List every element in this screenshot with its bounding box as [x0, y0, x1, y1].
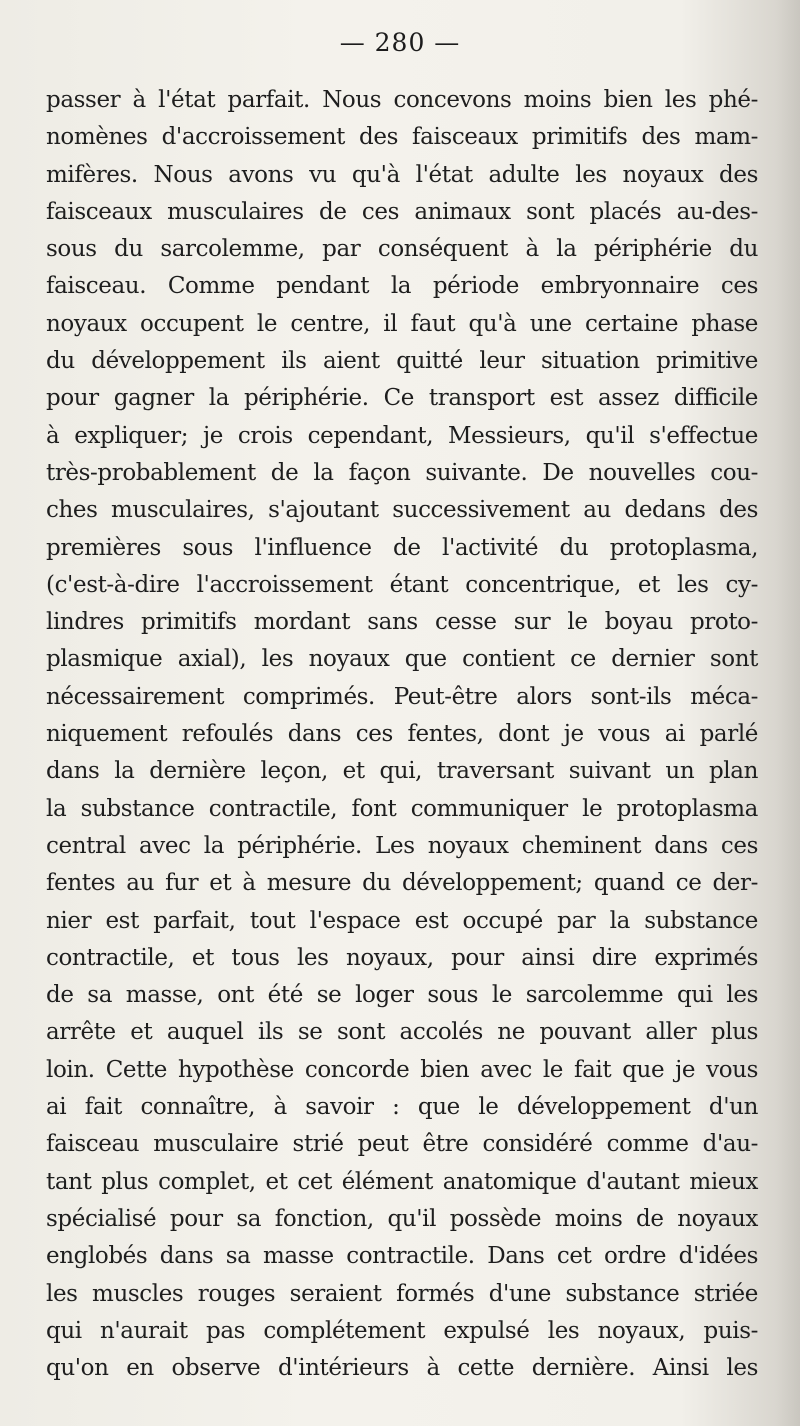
text-line-18: niquement refoulés dans ces fentes, dont je vous ai parlé: [46, 721, 758, 748]
text-line-21: central avec la périphérie. Les noyaux cheminent dans ces: [46, 832, 758, 859]
text-line-5: sous du sarcolemme, par conséquent à la périphérie du: [46, 236, 758, 263]
text-line-32: englobés dans sa masse contractile. Dans cet ordre d'idées: [46, 1243, 758, 1270]
text-line-29: faisceau musculaire strié peut être considéré comme d'au-: [46, 1131, 758, 1158]
text-line-28: ai fait connaître, à savoir : que le développement d'un: [46, 1094, 758, 1121]
text-line-15: lindres primitifs mordant sans cesse sur le boyau proto-: [46, 609, 758, 636]
text-line-20: la substance contractile, font communiquer le protoplasma: [46, 795, 758, 822]
text-line-9: pour gagner la périphérie. Ce transport est assez difficile: [46, 385, 758, 412]
text-line-25: de sa masse, ont été se loger sous le sarcolemme qui les: [46, 982, 758, 1009]
text-line-7: noyaux occupent le centre, il faut qu'à une certaine phase: [46, 310, 758, 337]
text-line-4: faisceaux musculaires de ces animaux sont placés au-des-: [46, 198, 758, 225]
text-line-26: arrête et auquel ils se sont accolés ne pouvant aller plus: [46, 1019, 758, 1046]
text-line-19: dans la dernière leçon, et qui, traversant suivant un plan: [46, 758, 758, 785]
text-line-30: tant plus complet, et cet élément anatomique d'autant mieux: [46, 1168, 758, 1195]
text-line-6: faisceau. Comme pendant la période embryonnaire ces: [46, 273, 758, 300]
text-line-23: nier est parfait, tout l'espace est occupé par la substance: [46, 907, 758, 934]
text-line-16: plasmique axial), les noyaux que contient ce dernier sont: [46, 646, 758, 673]
text-line-33: les muscles rouges seraient formés d'une substance striée: [46, 1280, 758, 1307]
text-line-2: nomènes d'accroissement des faisceaux primitifs des mam-: [46, 124, 758, 151]
text-line-17: nécessairement comprimés. Peut-être alors sont-ils méca-: [46, 683, 758, 710]
text-line-27: loin. Cette hypothèse concorde bien avec le fait que je vous: [46, 1056, 758, 1083]
text-line-11: très-probablement de la façon suivante. De nouvelles cou-: [46, 459, 758, 486]
text-line-14: (c'est-à-dire l'accroissement étant concentrique, et les cy-: [46, 571, 758, 598]
text-line-13: premières sous l'influence de l'activité du protoplasma,: [46, 534, 758, 561]
text-line-31: spécialisé pour sa fonction, qu'il possède moins de noyaux: [46, 1205, 758, 1232]
text-line-34: qui n'aurait pas complétement expulsé les noyaux, puis-: [46, 1317, 758, 1344]
text-line-3: mifères. Nous avons vu qu'à l'état adulte les noyaux des: [46, 161, 758, 188]
text-line-12: ches musculaires, s'ajoutant successivement au dedans des: [46, 497, 758, 524]
body-text: [46, 82, 758, 1387]
text-line-10: à expliquer; je crois cependant, Messieurs, qu'il s'effectue: [46, 422, 758, 449]
text-line-22: fentes au fur et à mesure du développement; quand ce der-: [46, 870, 758, 897]
text-line-8: du développement ils aient quitté leur situation primitive: [46, 348, 758, 375]
text-line-35: qu'on en observe d'intérieurs à cette dernière. Ainsi les: [46, 1355, 758, 1382]
text-line-24: contractile, et tous les noyaux, pour ainsi dire exprimés: [46, 944, 758, 971]
text-line-1: passer à l'état parfait. Nous concevons moins bien les phé-: [46, 87, 758, 113]
page-number: — 280 —: [339, 28, 461, 57]
